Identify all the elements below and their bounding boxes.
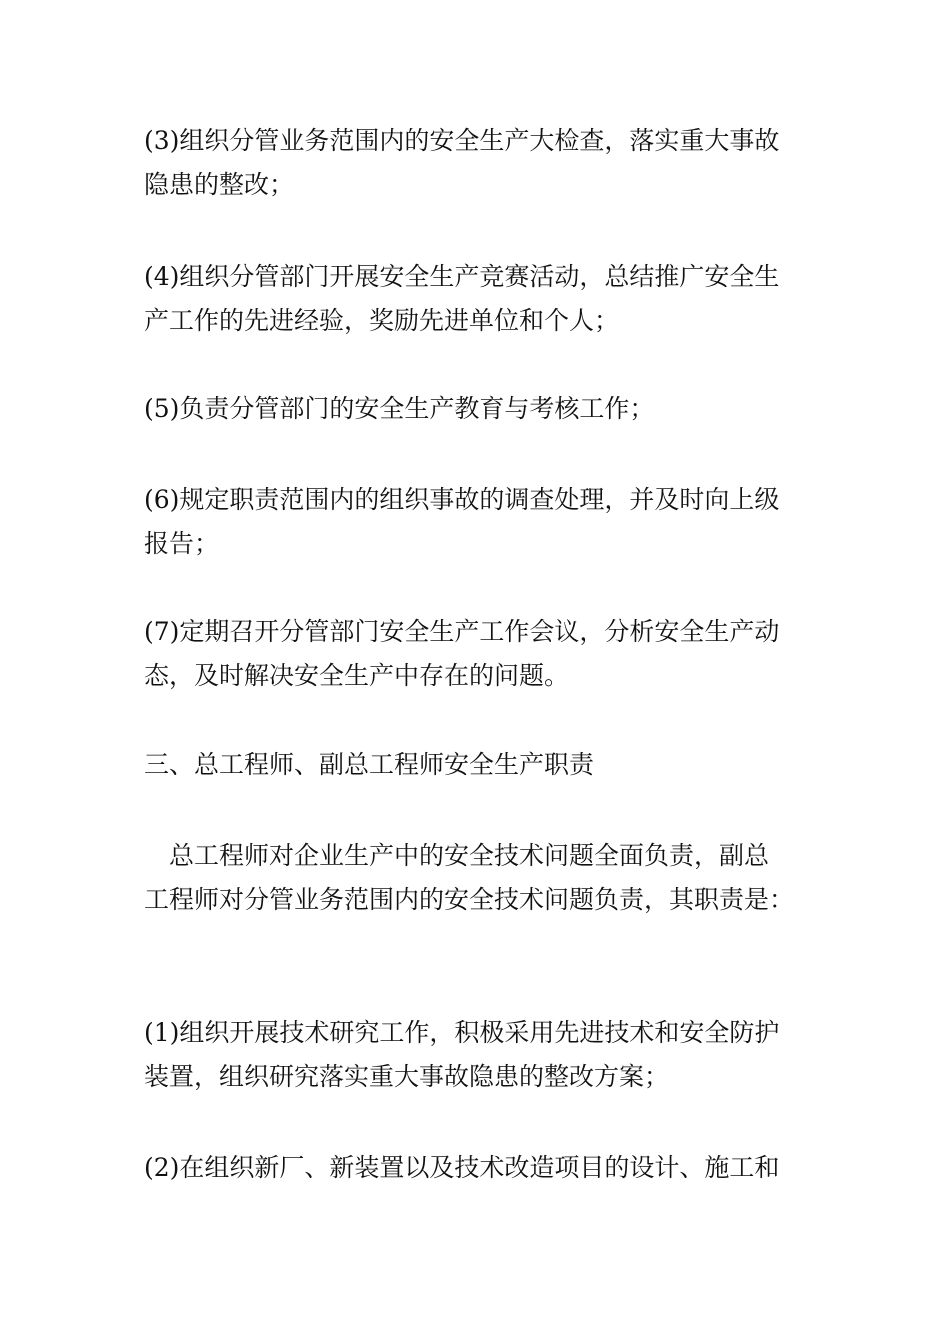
text-line: (4)组织分管部门开展安全生产竞赛活动，总结推广安全生 [144, 262, 780, 291]
paragraph-item-3 [144, 119, 806, 207]
paragraph-item-1 [144, 1011, 806, 1099]
text-line: (3)组织分管业务范围内的安全生产大检查，落实重大事故 [144, 126, 780, 155]
text-line: 工程师对分管业务范围内的安全技术问题负责，其职责是： [144, 885, 795, 914]
text-line: 总工程师对企业生产中的安全技术问题全面负责，副总 [144, 841, 770, 870]
text-line: (5)负责分管部门的安全生产教育与考核工作； [144, 394, 655, 423]
paragraph-item-7 [144, 610, 806, 698]
text-line: 态，及时解决安全生产中存在的问题。 [144, 661, 570, 690]
section-heading [144, 743, 806, 787]
paragraph-item-6 [144, 478, 806, 566]
text-line: 产工作的先进经验，奖励先进单位和个人； [144, 306, 620, 335]
paragraph-item-4 [144, 255, 806, 343]
text-line: 隐患的整改； [144, 170, 295, 199]
intro-paragraph [144, 834, 806, 922]
text-line: (2)在组织新厂、新装置以及技术改造项目的设计、施工和 [144, 1153, 780, 1182]
paragraph-item-2 [144, 1146, 806, 1190]
text-line: (7)定期召开分管部门安全生产工作会议，分析安全生产动 [144, 617, 780, 646]
heading-line: 三、总工程师、副总工程师安全生产职责 [144, 750, 595, 779]
paragraph-item-5 [144, 387, 806, 431]
text-line: 报告； [144, 529, 220, 558]
text-line: (6)规定职责范围内的组织事故的调查处理，并及时向上级 [144, 485, 780, 514]
text-line: 装置，组织研究落实重大事故隐患的整改方案； [144, 1062, 670, 1091]
text-line: (1)组织开展技术研究工作，积极采用先进技术和安全防护 [144, 1018, 780, 1047]
